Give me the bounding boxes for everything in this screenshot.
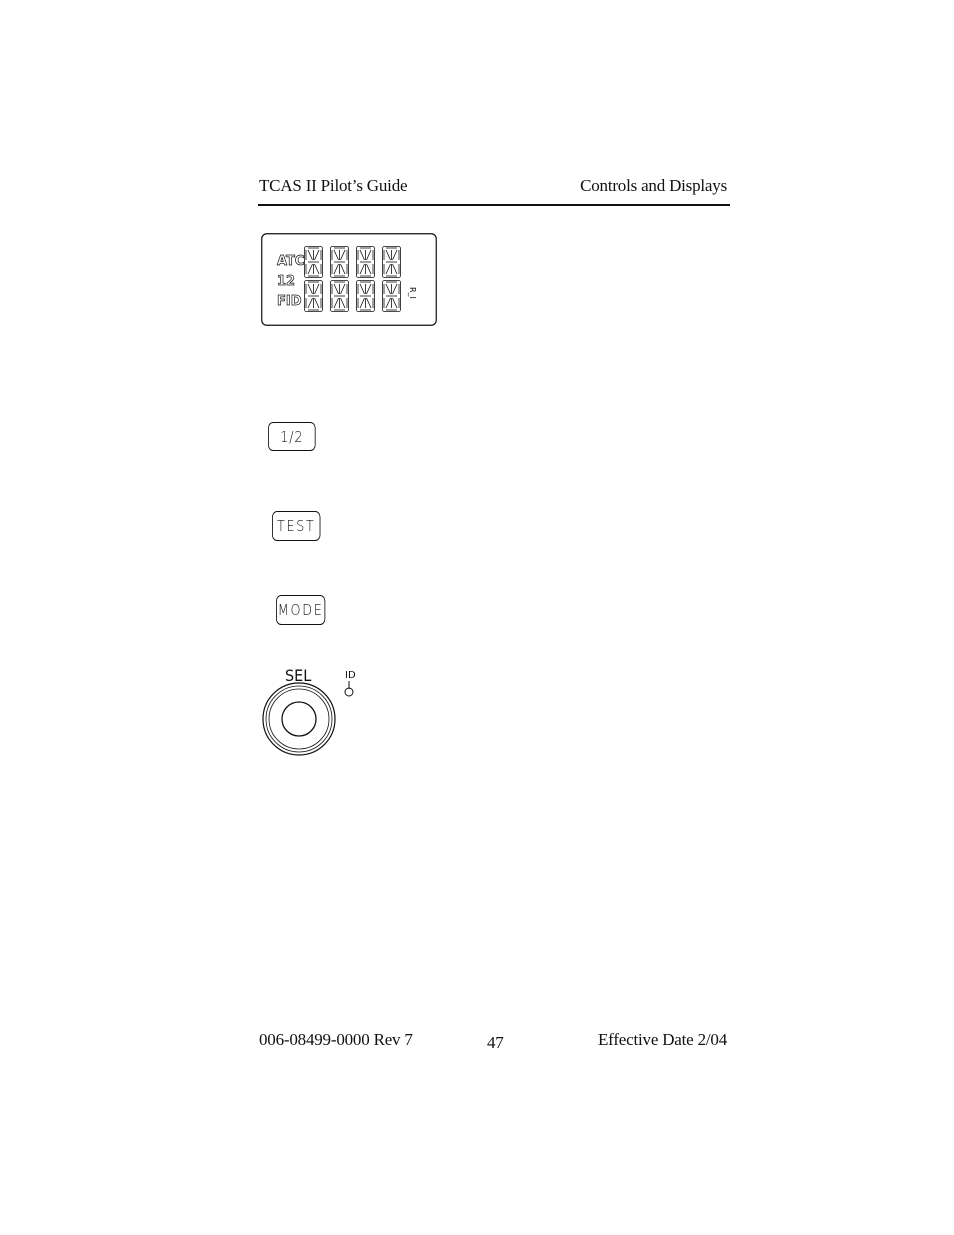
test-key[interactable]: TEST xyxy=(272,511,320,541)
footer-document-number: 006-08499-0000 Rev 7 xyxy=(259,1030,413,1049)
ident-button-icon[interactable] xyxy=(345,681,353,696)
id-label: ID xyxy=(345,670,356,681)
lcd-digit-cell xyxy=(305,281,323,312)
mode-key[interactable]: MODE xyxy=(276,595,325,625)
sel-label: SEL xyxy=(285,666,312,686)
lcd-digit-cell xyxy=(383,247,401,278)
lcd-digit-grid xyxy=(305,247,401,312)
lcd-digit-cell xyxy=(331,247,349,278)
footer-effective-date: Effective Date 2/04 xyxy=(598,1030,727,1049)
lcd-display-panel xyxy=(261,233,437,326)
lcd-digit-cell xyxy=(357,247,375,278)
lcd-digit-cell xyxy=(305,247,323,278)
footer-page-number: 47 xyxy=(487,1033,504,1052)
lcd-label-fid: FID xyxy=(277,294,302,309)
header-section-title: Controls and Displays xyxy=(580,176,727,195)
one-two-key[interactable]: 1/2 xyxy=(268,422,316,451)
lcd-label-atc: ATC xyxy=(277,254,305,269)
lcd-side-indicator xyxy=(408,287,417,299)
lcd-label-12: 12 xyxy=(277,274,296,289)
header-guide-title: TCAS II Pilot’s Guide xyxy=(259,176,408,195)
sel-knob-assembly xyxy=(258,661,368,761)
lcd-digit-cell xyxy=(331,281,349,312)
lcd-digit-cell xyxy=(383,281,401,312)
sel-knob[interactable] xyxy=(263,683,335,755)
lcd-side-indicator-text: R_I xyxy=(408,287,417,299)
header-rule xyxy=(258,204,730,206)
lcd-digit-cell xyxy=(357,281,375,312)
